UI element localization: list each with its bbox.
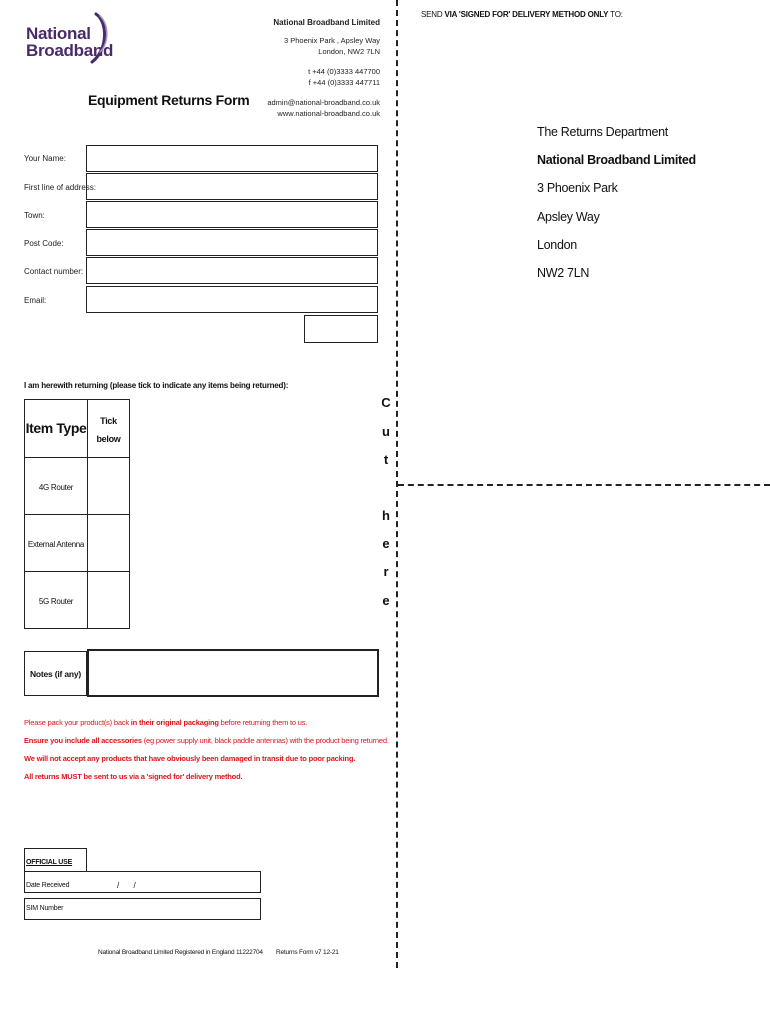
- here-letter-h: h: [382, 508, 390, 523]
- brand-logo-line2: Broadband: [26, 41, 114, 60]
- form-title: Equipment Returns Form: [88, 92, 250, 108]
- field-label-name: Your Name:: [24, 154, 66, 163]
- table-row: [25, 515, 130, 572]
- field-label-postcode: Post Code:: [24, 239, 64, 248]
- table-row: [25, 572, 130, 629]
- company-address-line1: 3 Phoenix Park , Apsley Way: [283, 36, 380, 45]
- field-contact[interactable]: [86, 257, 378, 284]
- notice-accessories-b: (eg power supply unit, black paddle antennas) with the product being returned.: [141, 736, 389, 745]
- field-label-address: First line of address:: [24, 183, 97, 192]
- company-website: www.national-broadband.co.uk: [277, 109, 380, 118]
- field-label-contact: Contact number:: [24, 267, 84, 276]
- recipient-line1: 3 Phoenix Park: [537, 181, 618, 195]
- brand-logo-line1: National: [26, 24, 91, 43]
- notice-packaging-b: in their original packaging: [130, 718, 219, 727]
- company-email: admin@national-broadband.co.uk: [267, 98, 380, 107]
- footer-registered: National Broadband Limited Registered in England 11222704: [98, 949, 263, 956]
- brand-arc-icon: [86, 12, 112, 64]
- official-date-value: / /: [117, 881, 136, 890]
- reference-box: [304, 315, 378, 343]
- send-suffix: TO:: [608, 10, 623, 19]
- notice-accessories-a: Ensure you include all accessories: [24, 736, 142, 745]
- field-label-town: Town:: [24, 211, 45, 220]
- header-tick-label: Tick below: [96, 415, 121, 444]
- cut-line-horizontal: [398, 484, 770, 486]
- header-item-type: [25, 400, 88, 458]
- cut-letter-c: C: [381, 395, 391, 410]
- notice-accessories: [24, 736, 389, 745]
- header-item-type-label: Item Type: [25, 419, 87, 436]
- returning-instruction: I am herewith returning (please tick to indicate any items being returned):: [24, 381, 289, 390]
- official-sim-label: SIM Number: [26, 905, 64, 912]
- item-cell: [25, 515, 88, 572]
- field-postcode[interactable]: [86, 229, 378, 256]
- send-prefix: SEND: [421, 10, 445, 19]
- official-use-title: OFFICIAL USE: [26, 859, 73, 866]
- notice-packaging-a: Please pack your product(s) back: [24, 718, 131, 727]
- footer-version: Returns Form v7 12-21: [276, 949, 339, 956]
- field-address[interactable]: [86, 173, 378, 200]
- tick-cell-4g-router[interactable]: [88, 458, 130, 515]
- cut-letter-t: t: [383, 452, 389, 467]
- send-bold: VIA 'SIGNED FOR' DELIVERY METHOD ONLY: [444, 10, 609, 19]
- field-name[interactable]: [86, 145, 378, 172]
- company-name: National Broadband Limited: [273, 18, 380, 27]
- notice-packaging: [24, 718, 307, 727]
- notes-label-text: Notes (if any): [29, 668, 82, 679]
- header-tick: [88, 400, 130, 458]
- notes-label: [24, 651, 87, 696]
- recipient-postcode: NW2 7LN: [537, 266, 590, 280]
- recipient-line2: Apsley Way: [537, 210, 600, 224]
- footer: [98, 949, 339, 956]
- field-town[interactable]: [86, 201, 378, 228]
- item-cell: [25, 458, 88, 515]
- notice-damaged: We will not accept any products that have obviously been damaged in transit due to poor packing.: [24, 754, 356, 763]
- item-table: [24, 399, 130, 629]
- recipient-dept: The Returns Department: [537, 125, 668, 139]
- notice-signed-for: All returns MUST be sent to us via a 'signed for' delivery method.: [24, 772, 243, 781]
- company-fax: f +44 (0)3333 447711: [308, 78, 380, 87]
- company-block: [267, 17, 380, 119]
- recipient-city: London: [537, 238, 577, 252]
- company-address-line2: London, NW2 7LN: [318, 47, 380, 56]
- recipient-company: National Broadband Limited: [537, 153, 696, 167]
- here-letter-r: r: [383, 564, 389, 579]
- company-phone: t +44 (0)3333 447700: [308, 67, 380, 76]
- official-date-label: Date Received: [26, 882, 70, 889]
- tick-cell-5g-router[interactable]: [88, 572, 130, 629]
- tick-cell-external-antenna[interactable]: [88, 515, 130, 572]
- item-label-5g-router: 5G Router: [38, 597, 74, 606]
- notes-field[interactable]: [87, 649, 379, 697]
- send-instruction: [421, 10, 623, 19]
- item-label-external-antenna: External Antenna: [27, 540, 85, 549]
- item-table-header: [25, 400, 130, 458]
- table-row: [25, 458, 130, 515]
- notice-packaging-c: before returning them to us.: [218, 718, 308, 727]
- cut-letter-u: u: [382, 424, 390, 439]
- here-letter-e: e: [382, 536, 390, 551]
- here-letter-e2: e: [382, 593, 390, 608]
- field-email[interactable]: [86, 286, 378, 313]
- field-label-email: Email:: [24, 296, 47, 305]
- item-label-4g-router: 4G Router: [38, 483, 74, 492]
- item-cell: [25, 572, 88, 629]
